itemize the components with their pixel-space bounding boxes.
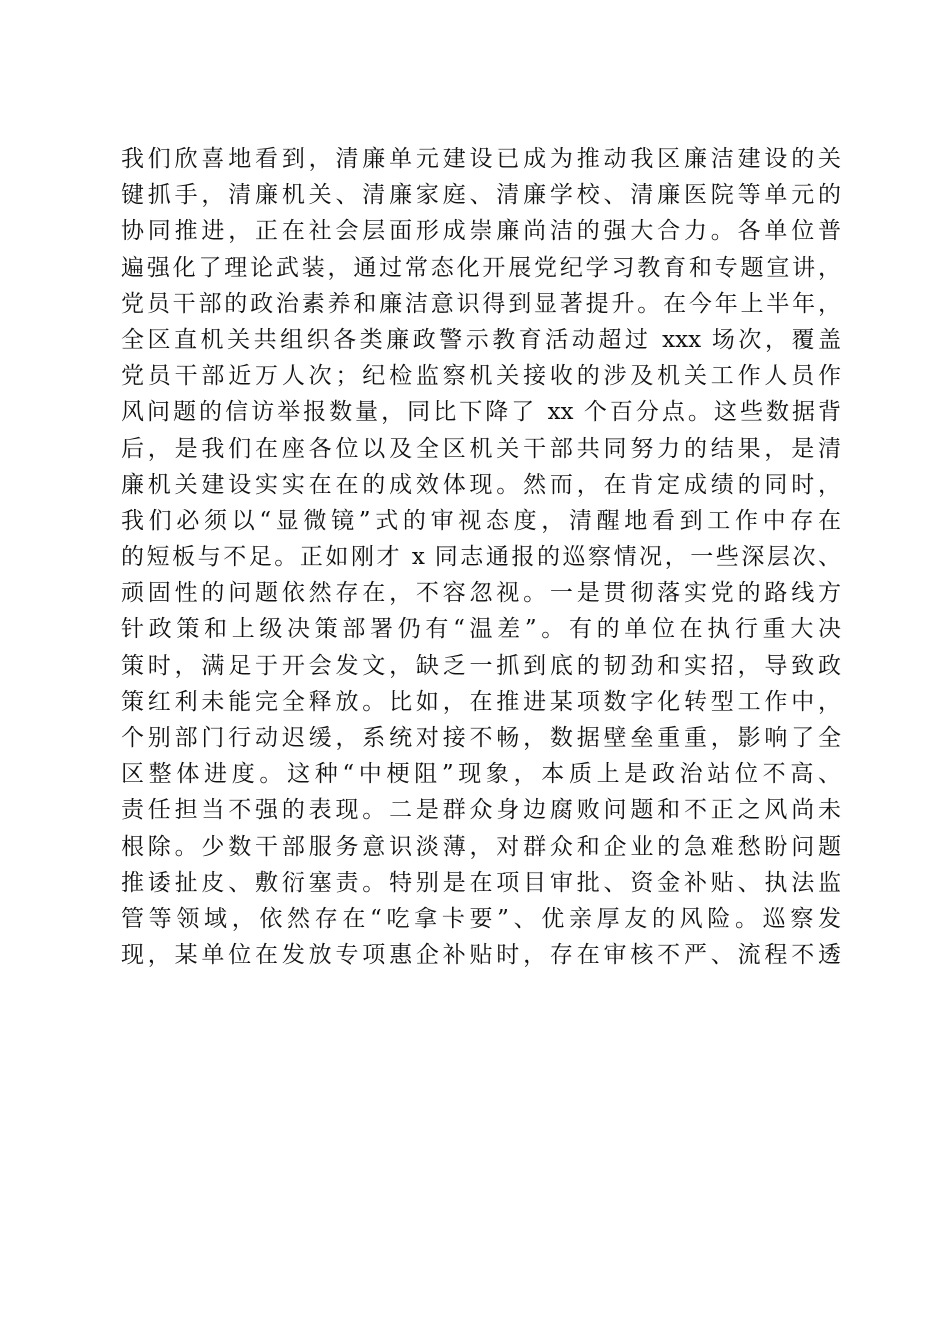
text-line: 协同推进，正在社会层面形成崇廉尚洁的强大合力。各单位普	[121, 218, 841, 245]
text-line: 的短板与不足。正如刚才 x 同志通报的巡察情况，一些深层次、	[121, 544, 841, 571]
text-line: 针政策和上级决策部署仍有“温差”。有的单位在执行重大决	[121, 616, 841, 643]
text-line: 策红利未能完全释放。比如，在推进某项数字化转型工作中，	[121, 688, 841, 715]
text-line: 风问题的信访举报数量，同比下降了 xx 个百分点。这些数据背	[121, 399, 841, 426]
text-line: 责任担当不强的表现。二是群众身边腐败问题和不正之风尚未	[121, 797, 841, 824]
text-line: 个别部门行动迟缓，系统对接不畅，数据壁垒重重，影响了全	[121, 725, 841, 751]
text-line: 管等领域，依然存在“吃拿卡要”、优亲厚友的风险。巡察发	[121, 905, 841, 932]
text-line: 区整体进度。这种“中梗阻”现象，本质上是政治站位不高、	[121, 761, 841, 788]
text-line: 我们欣喜地看到，清廉单元建设已成为推动我区廉洁建设的关	[121, 146, 841, 172]
text-line: 全区直机关共组织各类廉政警示教育活动超过 xxx 场次，覆盖	[121, 326, 841, 353]
text-line: 现，某单位在发放专项惠企补贴时，存在审核不严、流程不透	[121, 942, 841, 969]
text-line: 顽固性的问题依然存在，不容忽视。一是贯彻落实党的路线方	[121, 580, 841, 607]
text-line: 廉机关建设实实在在的成效体现。然而，在肯定成绩的同时，	[121, 471, 841, 498]
text-line: 遍强化了理论武装，通过常态化开展党纪学习教育和专题宣讲，	[121, 254, 841, 281]
text-line: 后，是我们在座各位以及全区机关干部共同努力的结果，是清	[121, 435, 841, 462]
text-line: 键抓手，清廉机关、清廉家庭、清廉学校、清廉医院等单元的	[121, 182, 841, 209]
body-text	[121, 141, 841, 973]
text-line: 推诿扯皮、敷衍塞责。特别是在项目审批、资金补贴、执法监	[121, 869, 841, 896]
text-line: 策时，满足于开会发文，缺乏一抓到底的韧劲和实招，导致政	[121, 652, 841, 679]
text-line: 党员干部近万人次；纪检监察机关接收的涉及机关工作人员作	[121, 363, 841, 390]
text-line: 我们必须以“显微镜”式的审视态度，清醒地看到工作中存在	[121, 507, 841, 534]
text-line: 根除。少数干部服务意识淡薄，对群众和企业的急难愁盼问题	[121, 833, 841, 860]
text-line: 党员干部的政治素养和廉洁意识得到显著提升。在今年上半年，	[121, 290, 841, 317]
